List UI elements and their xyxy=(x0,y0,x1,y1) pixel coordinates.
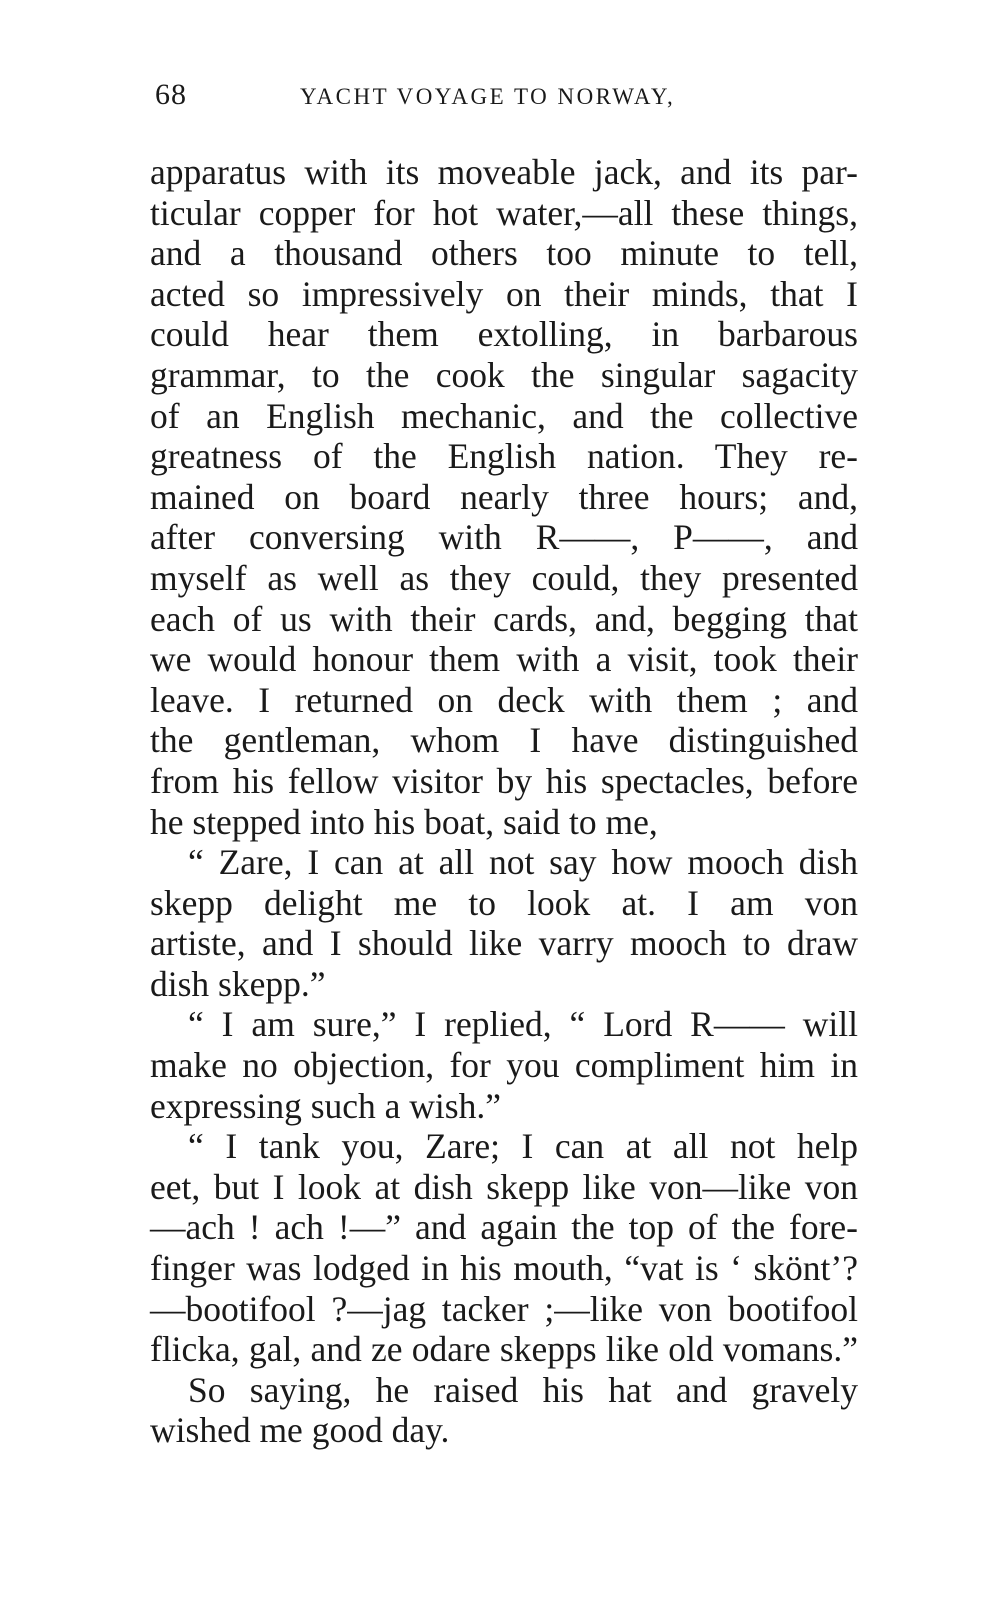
text-line: apparatus with its moveable jack, and its par- xyxy=(150,152,858,192)
text-line: “ I am sure,” I replied, “ Lord R—— will xyxy=(188,1004,858,1045)
text-line: the gentleman, whom I have distinguished xyxy=(150,720,858,761)
text-line: he stepped into his boat, said to me, xyxy=(150,801,658,842)
running-title: YACHT VOYAGE TO NORWAY, xyxy=(300,84,676,109)
text-line: each of us with their cards, and, begging that xyxy=(150,598,858,639)
text-line: skepp delight me to look at. I am von xyxy=(150,882,858,923)
text-line: greatness of the English nation. They re- xyxy=(150,436,858,477)
text-line: wished me good day. xyxy=(150,1410,450,1451)
text-line: leave. I returned on deck with them ; and xyxy=(150,679,858,720)
text-line: artiste, and I should like varry mooch to draw xyxy=(150,923,858,964)
page-header xyxy=(155,78,855,118)
text-line: of an English mechanic, and the collective xyxy=(150,395,858,436)
text-line: mained on board nearly three hours; and, xyxy=(150,476,858,517)
text-line: acted so impressively on their minds, that I xyxy=(150,273,858,314)
text-line: “ Zare, I can at all not say how mooch dish xyxy=(188,842,858,883)
text-line: myself as well as they could, they presented xyxy=(150,557,858,598)
text-line: after conversing with R——, P——, and xyxy=(150,517,858,558)
text-line: So saying, he raised his hat and gravely xyxy=(188,1369,858,1410)
text-line: and a thousand others too minute to tell, xyxy=(150,233,858,274)
page-number: 68 xyxy=(155,78,187,111)
text-line: we would honour them with a visit, took their xyxy=(150,639,858,680)
text-line: flicka, gal, and ze odare skepps like old vomans.” xyxy=(150,1329,858,1370)
text-line: grammar, to the cook the singular sagacity xyxy=(150,354,858,395)
text-line: —ach ! ach !—” and again the top of the fore- xyxy=(150,1207,858,1248)
text-line: “ I tank you, Zare; I can at all not help xyxy=(188,1126,858,1167)
text-line: expressing such a wish.” xyxy=(150,1085,501,1126)
body-text xyxy=(150,152,858,1451)
text-line: dish skepp.” xyxy=(150,963,326,1004)
text-line: ticular copper for hot water,—all these things, xyxy=(150,192,858,233)
text-line: —bootifool ?—jag tacker ;—like von bootifool xyxy=(150,1288,858,1329)
text-line: make no objection, for you compliment him in xyxy=(150,1045,858,1086)
text-line: from his fellow visitor by his spectacles, before xyxy=(150,760,858,801)
text-line: could hear them extolling, in barbarous xyxy=(150,314,858,355)
text-line: eet, but I look at dish skepp like von—like von xyxy=(150,1166,858,1207)
text-line: finger was lodged in his mouth, “vat is ‘ skönt’? xyxy=(150,1248,858,1289)
